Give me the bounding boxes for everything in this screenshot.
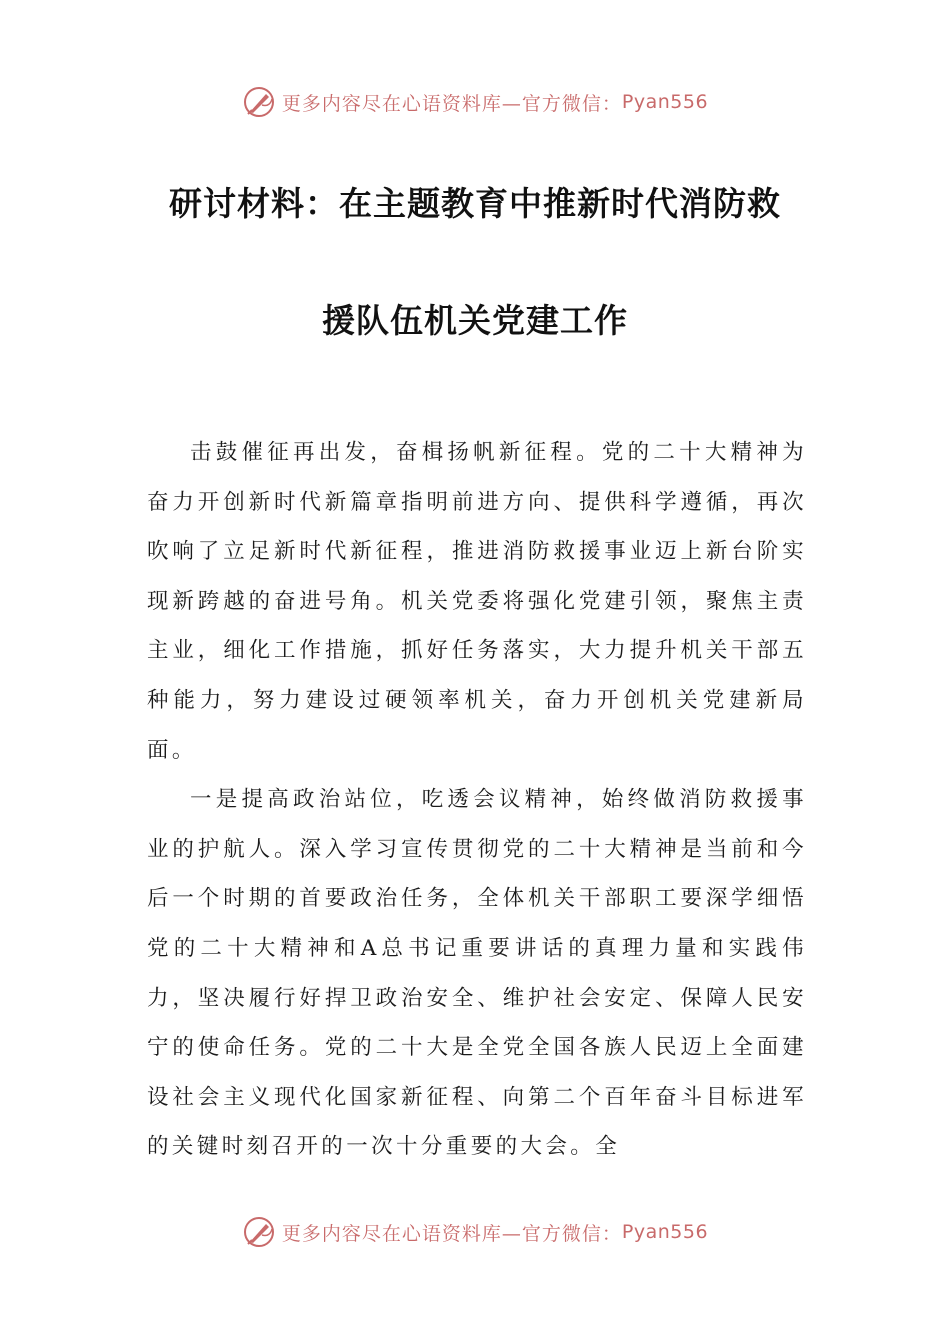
paragraph: 一是提高政治站位，吃透会议精神，始终做消防救援事业的护航人。深入学习宣传贯彻党的二十大精神是当前和今后一个时期的首要政治任务，全体机关干部职工要深学细悟党的二十大精神和A总书记重要讲话的真理力量和实践伟力，坚决履行好捍卫政治安全、维护社会安定、保障人民安宁的使命任务。党的二十大是全党全国各族人民迈上全面建设社会主义现代化国家新征程、向第二个百年奋斗目标进军的关键时刻召开的一次十分重要的大会。全 xyxy=(147,787,807,1160)
banner-text: 更多内容尽在心语资料库—官方微信： xyxy=(281,1222,622,1245)
wechat-id: Pyan556 xyxy=(621,91,709,113)
quill-pen-logo-icon xyxy=(242,1215,276,1249)
document-body xyxy=(147,428,807,1172)
document-title-line-1: 研讨材料：在主题教育中推新时代消防救 xyxy=(169,184,781,223)
watermark-banner-bottom xyxy=(0,1212,950,1252)
watermark-banner-top xyxy=(0,82,950,122)
quill-pen-logo-icon xyxy=(242,85,276,119)
wechat-id: Pyan556 xyxy=(621,1221,709,1243)
banner-text: 更多内容尽在心语资料库—官方微信： xyxy=(281,92,622,115)
paragraph: 击鼓催征再出发，奋楫扬帆新征程。党的二十大精神为奋力开创新时代新篇章指明前进方向、提供科学遵循，再次吹响了立足新时代新征程，推进消防救援事业迈上新台阶实现新跨越的奋进号角。机关党委将强化党建引领，聚焦主责主业，细化工作措施，抓好任务落实，大力提升机关干部五种能力，努力建设过硬领率机关，奋力开创机关党建新局面。 xyxy=(147,440,807,763)
document-title-line-2: 援队伍机关党建工作 xyxy=(322,301,628,340)
